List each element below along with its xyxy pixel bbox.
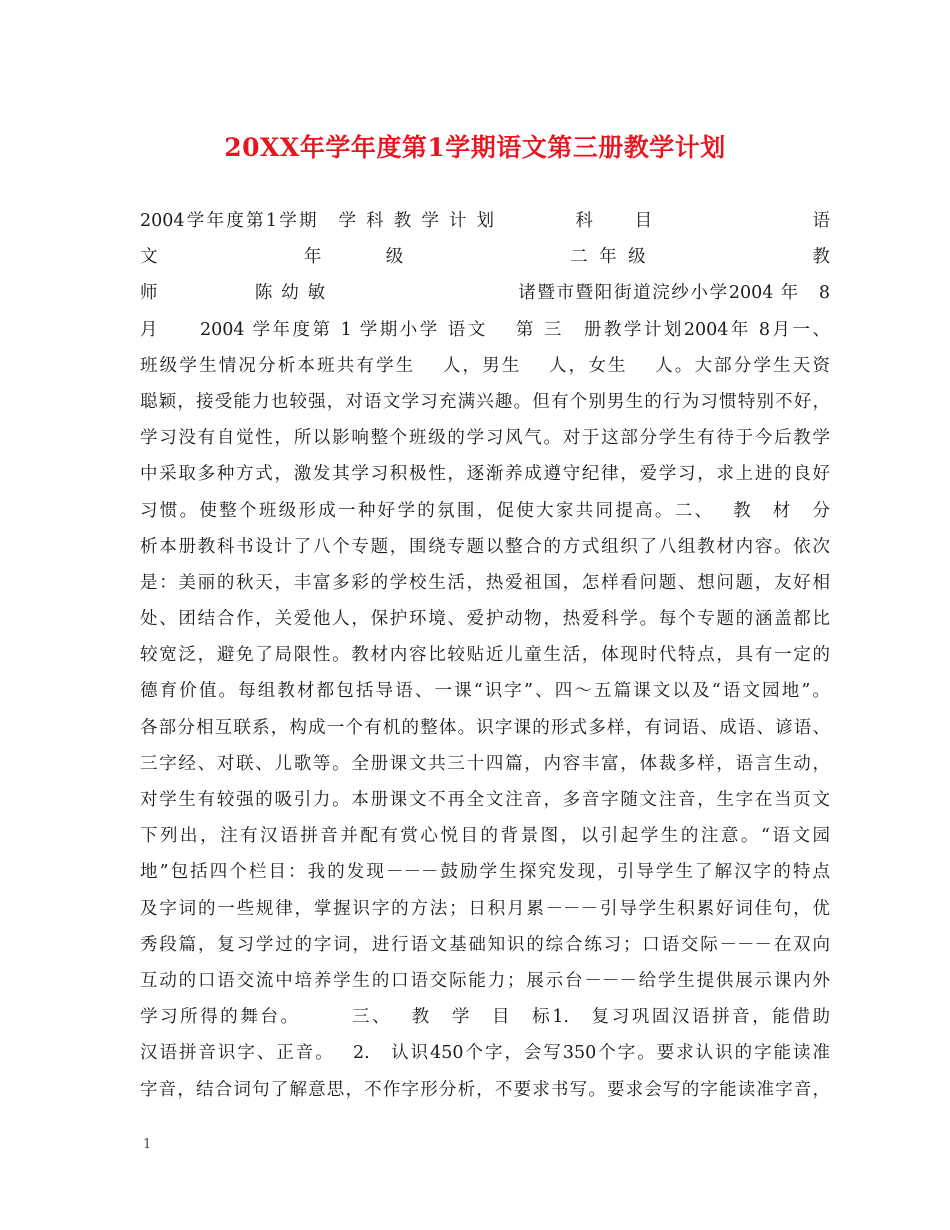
document-body	[140, 203, 830, 1108]
body-line: 中采取多种方式，激发其学习积极性，逐渐养成遵守纪律，爱学习，求上进的良好	[140, 464, 830, 485]
body-line: 聪颖，接受能力也较强，对语文学习充满兴趣。但有个别男生的行为习惯特别不好，	[140, 391, 830, 412]
document-title: 20XX年学年度第1学期语文第三册教学计划	[224, 133, 726, 162]
body-line: 文 年 级 二 年 级 教	[140, 247, 830, 268]
body-line: 师 陈 幼 敏 诸暨市暨阳街道浣纱小学2004 年 8	[140, 283, 830, 304]
body-line: 互动的口语交流中培养学生的口语交际能力；展示台－－－给学生提供展示课内外	[140, 970, 830, 991]
body-line: 班级学生情况分析本班共有学生 人，男生 人，女生 人。大部分学生天资	[140, 355, 830, 376]
body-line: 析本册教科书设计了八个专题，围绕专题以整合的方式组织了八组教材内容。依次	[140, 536, 830, 557]
body-line: 月 2004 学年度第 1 学期小学 语文 第 三 册教学计划2004年 8月一、	[140, 319, 830, 340]
body-line: 2004学年度第1学期 学 科 教 学 计 划 科 目 语	[140, 211, 830, 231]
body-line: 较宽泛，避免了局限性。教材内容比较贴近儿童生活，体现时代特点，具有一定的	[140, 645, 830, 666]
body-line: 德育价值。每组教材都包括导语、一课“识字”、四～五篇课文以及“语文园地”。	[140, 681, 830, 702]
body-line: 字音，结合词句了解意思，不作字形分析，不要求书写。要求会写的字能读准字音，	[140, 1079, 830, 1100]
body-line: 学习所得的舞台。 三、 教 学 目 标1. 复习巩固汉语拼音，能借助	[140, 1007, 830, 1028]
page-number: 1	[143, 1137, 152, 1152]
body-line: 下列出，注有汉语拼音并配有赏心悦目的背景图，以引起学生的注意。“语文园	[140, 826, 830, 847]
body-line: 学习没有自觉性，所以影响整个班级的学习风气。对于这部分学生有待于今后教学	[140, 428, 830, 449]
body-line: 地”包括四个栏目：我的发现－－－鼓励学生探究发现，引导学生了解汉字的特点	[140, 862, 830, 883]
body-line: 三字经、对联、儿歌等。全册课文共三十四篇，内容丰富，体裁多样，语言生动，	[140, 753, 830, 774]
body-line: 处、团结合作，关爱他人，保护环境、爱护动物，热爱科学。每个专题的涵盖都比	[140, 609, 830, 630]
body-line: 对学生有较强的吸引力。本册课文不再全文注音，多音字随文注音，生字在当页文	[140, 790, 830, 810]
body-line: 及字词的一些规律，掌握识字的方法；日积月累－－－引导学生积累好词佳句，优	[140, 898, 830, 919]
body-line: 习惯。使整个班级形成一种好学的氛围，促使大家共同提高。二、 教 材 分	[140, 500, 830, 521]
body-line: 秀段篇，复习学过的字词，进行语文基础知识的综合练习；口语交际－－－在双向	[140, 934, 830, 955]
body-line: 各部分相互联系，构成一个有机的整体。识字课的形式多样，有词语、成语、谚语、	[140, 717, 830, 738]
body-line: 是：美丽的秋天，丰富多彩的学校生活，热爱祖国，怎样看问题、想问题，友好相	[140, 572, 830, 593]
body-line: 汉语拼音识字、正音。 2. 认识450个字，会写350个字。要求认识的字能读准	[140, 1043, 830, 1064]
